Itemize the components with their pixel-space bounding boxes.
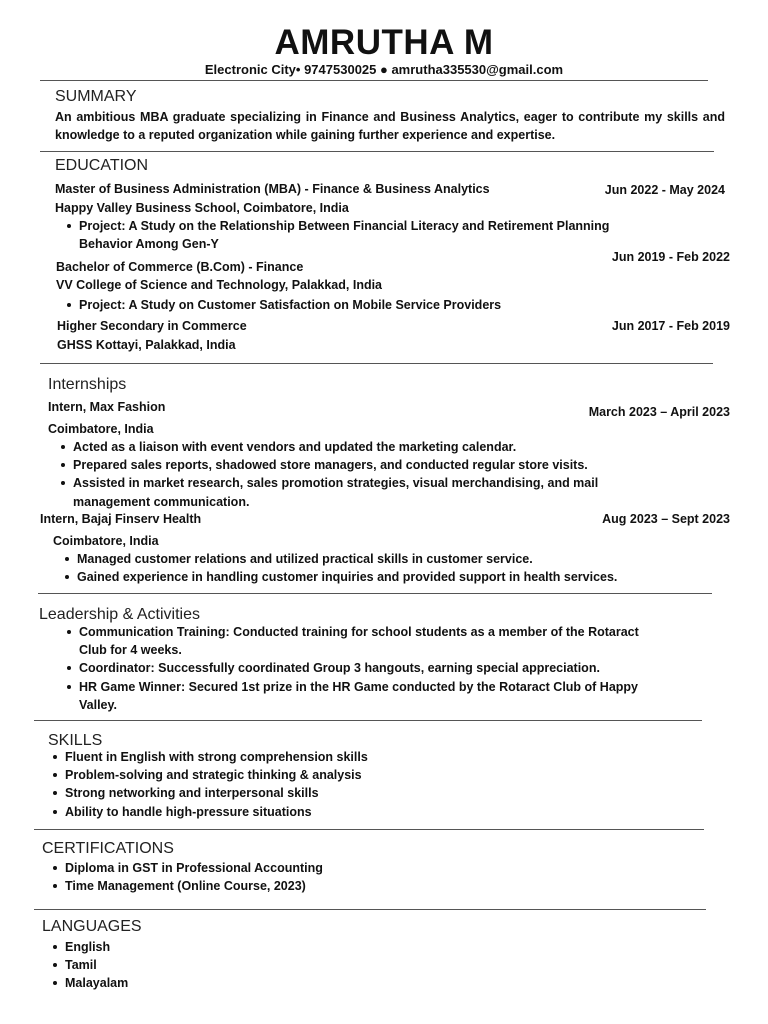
certifications-heading: CERTIFICATIONS [42, 840, 174, 857]
leadership-divider [34, 720, 702, 721]
education-divider [40, 363, 713, 364]
language-item-3: Malayalam [65, 976, 129, 990]
leadership-heading: Leadership & Activities [39, 606, 200, 623]
skill-item-3: Strong networking and interpersonal skills [65, 786, 319, 800]
summary-heading: SUMMARY [55, 88, 137, 105]
skills-heading: SKILLS [48, 732, 103, 749]
mba-degree: Master of Business Administration (MBA) - Finance & Business Analytics [55, 182, 490, 196]
certification-item-1: Diploma in GST in Professional Accounting [65, 861, 323, 875]
hsc-dates: Jun 2017 - Feb 2019 [611, 319, 730, 333]
education-heading: EDUCATION [55, 157, 149, 174]
bajaj-bullet-2: Gained experience in handling customer inquiries and provided support in health services. [77, 570, 618, 584]
summary-text: An ambitious MBA graduate specializing in Finance and Business Analytics, eager to contribute my skills and knowledge to a reputed organization while gaining further experience and expertise. [55, 110, 725, 142]
internships-divider [38, 593, 712, 594]
mba-dates: Jun 2022 - May 2024 [604, 183, 725, 197]
bajaj-bullet-1: Managed customer relations and utilized practical skills in customer service. [77, 552, 533, 566]
mba-project-continuation: Behavior Among Gen-Y [79, 237, 219, 251]
certifications-divider [34, 909, 706, 910]
leadership-item-3-continuation: Valley. [79, 698, 117, 712]
summary-divider [40, 151, 714, 152]
skill-item-1: Fluent in English with strong comprehension skills [65, 750, 368, 764]
bcom-dates: Jun 2019 - Feb 2022 [611, 250, 730, 264]
bajaj-title: Intern, Bajaj Finserv Health [40, 512, 202, 526]
max-fashion-bullet-3: Assisted in market research, sales promotion strategies, visual merchandising, and mail [73, 476, 599, 490]
hsc-school: GHSS Kottayi, Palakkad, India [57, 338, 236, 352]
leadership-item-3: HR Game Winner: Secured 1st prize in the HR Game conducted by the Rotaract Club of Happy [79, 680, 639, 694]
internships-heading: Internships [48, 376, 127, 393]
max-fashion-bullet-2: Prepared sales reports, shadowed store managers, and conducted regular store visits. [73, 458, 588, 472]
max-fashion-title: Intern, Max Fashion [48, 400, 166, 414]
mba-project-bullet: Project: A Study on the Relationship Between Financial Literacy and Retirement Planning [79, 219, 610, 233]
header-divider [40, 80, 708, 81]
language-item-1: English [65, 940, 111, 954]
skill-item-4: Ability to handle high-pressure situations [65, 805, 312, 819]
languages-heading: LANGUAGES [42, 918, 142, 935]
mba-school: Happy Valley Business School, Coimbatore, India [55, 201, 349, 215]
leadership-item-1: Communication Training: Conducted training for school students as a member of the Rotaract [79, 625, 639, 639]
contact-line: Electronic City• 9747530025 ● amrutha335530@gmail.com [204, 62, 564, 77]
max-fashion-bullet-1: Acted as a liaison with event vendors and updated the marketing calendar. [73, 440, 517, 454]
skill-item-2: Problem-solving and strategic thinking & analysis [65, 768, 362, 782]
max-fashion-location: Coimbatore, India [48, 422, 154, 436]
language-item-2: Tamil [65, 958, 97, 972]
certification-item-2: Time Management (Online Course, 2023) [65, 879, 306, 893]
candidate-name: AMRUTHA M [274, 23, 494, 62]
max-fashion-dates: March 2023 – April 2023 [588, 405, 730, 419]
leadership-item-1-continuation: Club for 4 weeks. [79, 643, 182, 657]
bcom-school: VV College of Science and Technology, Palakkad, India [56, 278, 383, 292]
bajaj-dates: Aug 2023 – Sept 2023 [602, 512, 730, 526]
bajaj-location: Coimbatore, India [53, 534, 159, 548]
leadership-item-2: Coordinator: Successfully coordinated Group 3 hangouts, earning special appreciation. [79, 661, 600, 675]
hsc-degree: Higher Secondary in Commerce [57, 319, 247, 333]
max-fashion-bullet-3-continuation: management communication. [73, 495, 250, 509]
skills-divider [34, 829, 704, 830]
bcom-project-bullet: Project: A Study on Customer Satisfaction on Mobile Service Providers [79, 298, 502, 312]
bcom-degree: Bachelor of Commerce (B.Com) - Finance [56, 260, 304, 274]
